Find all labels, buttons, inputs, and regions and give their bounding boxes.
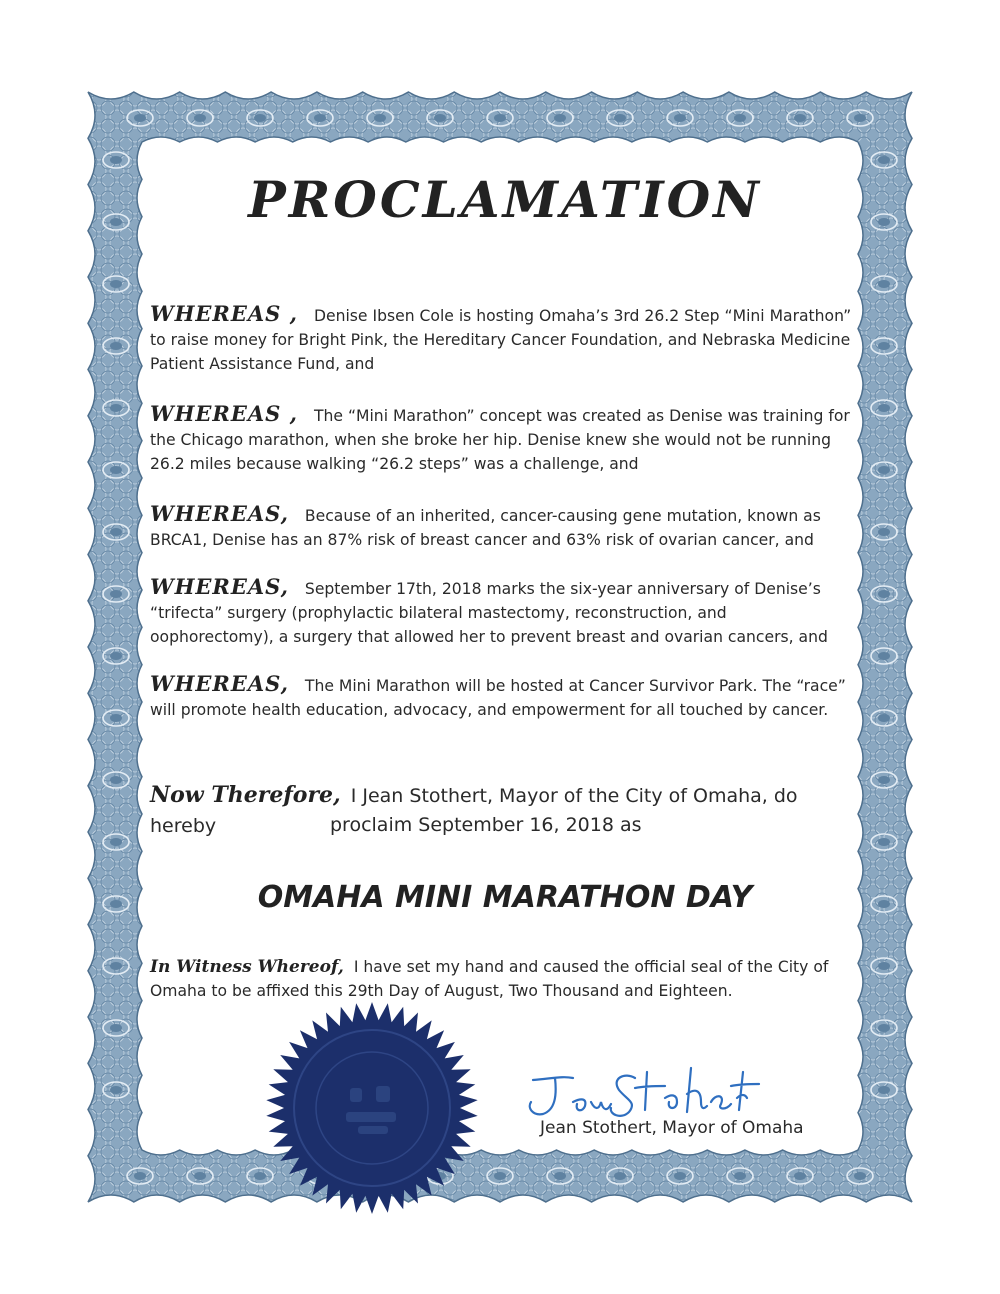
- witness-text: I have set my hand and caused the official seal of the City of Omaha to be affixed this 29th Day of August, Two Thousand and Eighteen.: [150, 958, 829, 1000]
- page-title: PROCLAMATION: [248, 170, 762, 229]
- therefore-line-1: I Jean Stothert, Mayor of the City of Omaha, do hereby: [150, 785, 798, 837]
- city-seal: [262, 998, 482, 1218]
- seal-starburst: [266, 1002, 477, 1214]
- whereas-paragraph: [150, 302, 855, 376]
- whereas-paragraph: [150, 502, 855, 552]
- whereas-text: Denise Ibsen Cole is hosting Omaha’s 3rd 26.2 Step “Mini Marathon” to raise money for Bright Pink, the Hereditary Cancer Foundation, and Nebraska Medicine Patient Assistance Fund, and: [150, 307, 852, 373]
- whereas-lead: WHEREAS,: [150, 671, 289, 696]
- whereas-lead: WHEREAS ,: [150, 401, 298, 426]
- therefore-clause: [150, 780, 855, 841]
- witness-clause: [150, 955, 855, 1003]
- whereas-text: September 17th, 2018 marks the six-year anniversary of Denise’s “trifecta” surgery (prophylactic bilateral mastectomy, reconstruction, and oophorectomy), a surgery that allowed her to prevent breast and ovarian cancers, and: [150, 580, 828, 646]
- proclaimed-day-title: OMAHA MINI MARATHON DAY: [257, 880, 753, 915]
- signer-name: Jean Stothert, Mayor of Omaha: [540, 1118, 804, 1138]
- whereas-paragraph: [150, 402, 855, 476]
- whereas-text: Because of an inherited, cancer-causing gene mutation, known as BRCA1, Denise has an 87% risk of breast cancer and 63% risk of ovarian cancer, and: [150, 507, 821, 549]
- whereas-lead: WHEREAS,: [150, 574, 289, 599]
- whereas-paragraph: [150, 672, 855, 722]
- witness-lead: In Witness Whereof,: [150, 957, 344, 977]
- whereas-text: The Mini Marathon will be hosted at Cancer Survivor Park. The “race” will promote health education, advocacy, and empowerment for all touched by cancer.: [150, 677, 846, 719]
- therefore-lead: Now Therefore,: [150, 782, 341, 808]
- whereas-text: The “Mini Marathon” concept was created as Denise was training for the Chicago marathon, when she broke her hip. Denise knew she would not be running 26.2 miles because walking “26.2 steps” was a challenge, and: [150, 407, 850, 473]
- whereas-lead: WHEREAS,: [150, 501, 289, 526]
- proclamation-body: [150, 140, 860, 1150]
- whereas-paragraph: [150, 575, 855, 649]
- therefore-line-2: proclaim September 16, 2018 as: [330, 814, 642, 836]
- whereas-lead: WHEREAS ,: [150, 301, 298, 326]
